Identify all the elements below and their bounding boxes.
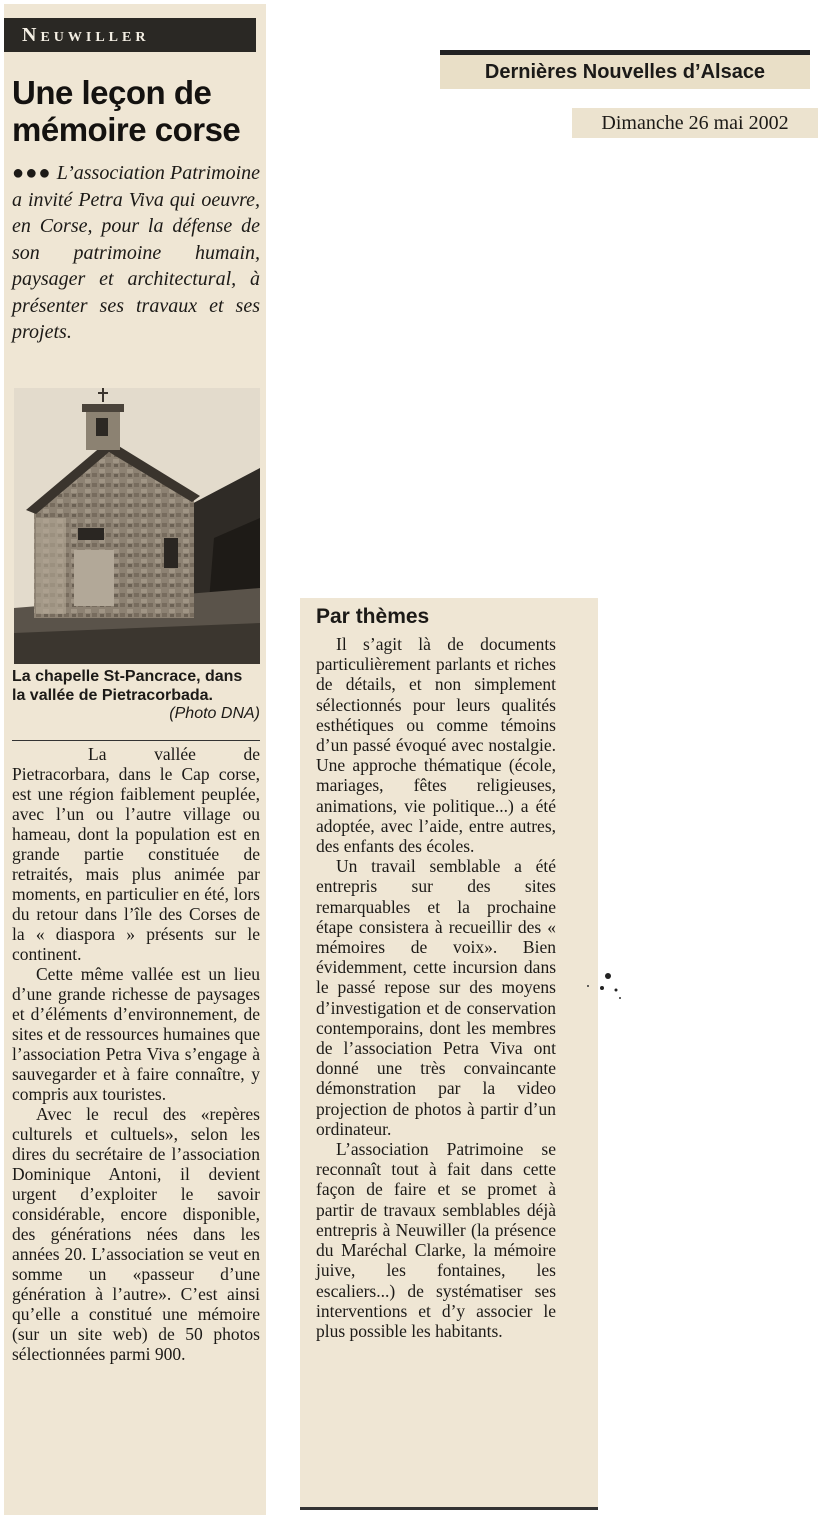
right-body-text xyxy=(316,634,556,1341)
left-paragraph: Avec le recul des «repères culturels et cultuels», selon les dires du secrétaire de l’association Dominique Antoni, il devient urgent d’exploiter le savoir considérable, encore disponible, des générations nées dans les années 20. L’association se veut en somme un «passeur d’une génération à l’autre». C’est ainsi qu’elle a constitué une mémoire (sur un site web) de 50 photos sélectionnées parmi 900. xyxy=(12,1104,260,1364)
right-paragraph: Un travail semblable a été entrepris sur des sites remarquables et la prochaine étape consistera à recueillir des « mémoires de voix». Bien évidemment, cette incursion dans le passé repose sur des moyens d’investigation et de conservation contemporains, dont les membres de l’association Petra Viva ont donné une très convaincante démonstration par la video projection de photos à partir d’un ordinateur. xyxy=(316,856,556,1139)
publication-date: Dimanche 26 mai 2002 xyxy=(572,108,818,138)
photo-caption xyxy=(12,668,260,724)
article-headline: Une leçon de mémoire corse xyxy=(12,74,241,148)
left-body-text xyxy=(12,744,260,1364)
right-column xyxy=(300,598,598,1510)
left-paragraph: La vallée de Pietracorbara, dans le Cap corse, est une région faiblement peuplée, avec l’un ou l’autre village ou hameau, dont la population est en grande partie constituée de retraités, mais plus animée par moments, en particulier en été, lors du retour dans l’île des Corses de la « diaspora » présents sur le continent. xyxy=(12,744,260,964)
photo-caption-text: La chapelle St-Pancrace, dans la vallée de Pietracorbada. xyxy=(12,668,243,704)
newspaper-masthead xyxy=(440,50,810,89)
left-column xyxy=(4,4,266,1515)
section-kicker: Neuwiller xyxy=(4,18,256,52)
newspaper-name: Dernières Nouvelles d’Alsace xyxy=(440,55,810,89)
article-lede xyxy=(12,160,260,346)
subsection-heading: Par thèmes xyxy=(316,605,430,628)
photo-credit: (Photo DNA) xyxy=(169,705,260,722)
right-paragraph: L’association Patrimoine se reconnaît tout à fait dans cette façon de faire et se promet à partir de travaux semblables déjà entrepris à Neuwiller (la présence du Maréchal Clarke, la mémoire juive, les fontaines, les escaliers...) de systématiser ses interventions et d’y associer le plus possible les habitants. xyxy=(316,1139,556,1341)
chapel-illustration xyxy=(14,388,260,664)
lede-bullets: ●●● xyxy=(12,162,52,184)
chapel-photo xyxy=(14,388,260,664)
right-paragraph: Il s’agit là de documents particulièrement parlants et riches de détails, et non simplement sélectionnés pour leurs qualités esthétiques ou comme témoins d’un passé évoqué avec nostalgie. Une approche thématique (école, mariages, fêtes religieuses, animations, vie politique...) a été adoptée, avec l’aide, entre autres, des enfants des écoles. xyxy=(316,634,556,857)
column-bottom-rule xyxy=(300,1507,598,1510)
caption-divider xyxy=(12,740,260,741)
left-paragraph: Cette même vallée est un lieu d’une grande richesse de paysages et d’éléments d’environnement, de sites et de ressources humaines que l’association Petra Viva s’engage à sauvegarder et à faire connaître, y compris aux touristes. xyxy=(12,964,260,1104)
lede-text: L’association Patrimoine a invité Petra Viva qui oeuvre, en Corse, pour la défense de son patrimoine humain, paysager et architectural, à présenter ses travaux et ses projets. xyxy=(12,162,260,343)
scan-speck-marks xyxy=(558,968,648,1028)
